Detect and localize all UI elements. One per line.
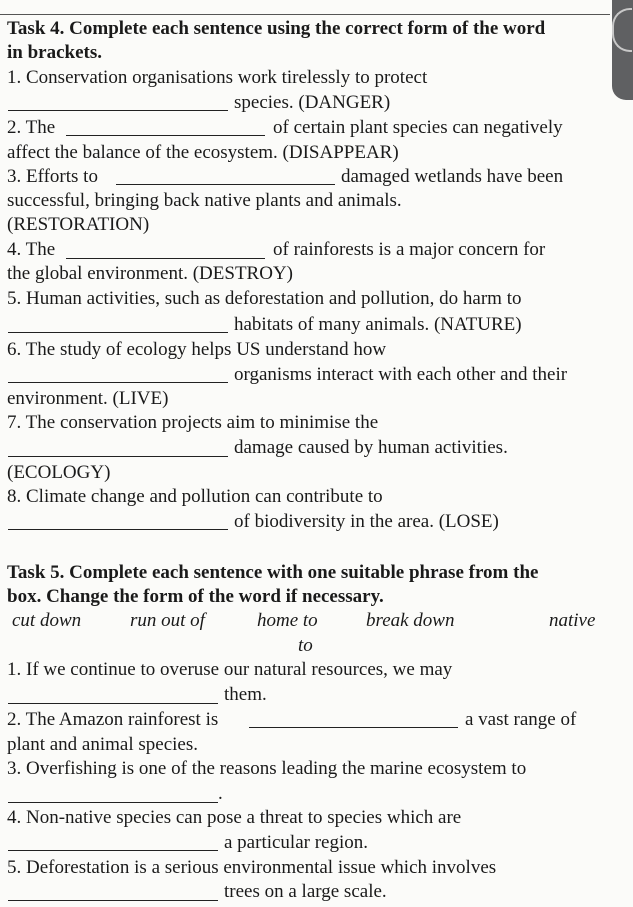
- t4-q2-text-end: affect the balance of the ecosystem. (DISAPPEAR): [7, 142, 399, 163]
- t5-q2-text-mid: a vast range of: [465, 709, 577, 730]
- t4-q5-blank[interactable]: [8, 332, 228, 333]
- t4-q7-text-mid: damage caused by human activities.: [234, 437, 508, 458]
- t4-q1-blank[interactable]: [8, 110, 228, 111]
- word-box-item-3: home to: [257, 610, 318, 631]
- t5-q4-text-end: a particular region.: [224, 832, 369, 853]
- t5-q4-text: 4. Non-native species can pose a threat to species which are: [7, 807, 462, 828]
- t4-q7-text: 7. The conservation projects aim to minimise the: [7, 412, 379, 433]
- top-rule: [0, 14, 610, 15]
- t4-q6-text-mid: organisms interact with each other and their: [234, 364, 568, 385]
- t4-q5-text: 5. Human activities, such as deforestation and pollution, do harm to: [7, 288, 522, 309]
- task4-title: Task 4. Complete each sentence using the correct form of the word: [7, 18, 546, 39]
- t5-q3-blank[interactable]: [8, 802, 218, 803]
- t4-q4-text: 4. The: [7, 239, 56, 260]
- t4-q3-blank[interactable]: [116, 184, 335, 185]
- t4-q1-text: 1. Conservation organisations work tirelessly to protect: [7, 67, 428, 88]
- t4-q4-blank[interactable]: [66, 258, 265, 259]
- t4-q5-text-end: habitats of many animals. (NATURE): [234, 314, 522, 335]
- t4-q4-text-end: the global environment. (DESTROY): [7, 263, 294, 284]
- t5-q5-text: 5. Deforestation is a serious environmental issue which involves: [7, 857, 497, 878]
- t5-q1-text: 1. If we continue to overuse our natural resources, we may: [7, 659, 453, 680]
- t5-q3-text: 3. Overfishing is one of the reasons leading the marine ecosystem to: [7, 758, 527, 779]
- word-box-item-4: break down: [366, 610, 455, 631]
- task5-title: Task 5. Complete each sentence with one suitable phrase from the: [7, 562, 539, 583]
- t4-q8-text: 8. Climate change and pollution can contribute to: [7, 486, 383, 507]
- t5-q3-text-end: .: [218, 783, 223, 804]
- t4-q8-blank[interactable]: [8, 529, 228, 530]
- word-box-item-5: native: [549, 610, 596, 631]
- t5-q4-blank[interactable]: [8, 850, 218, 851]
- t4-q3-text-cont: successful, bringing back native plants and animals.: [7, 190, 402, 211]
- t5-q2-text-end: plant and animal species.: [7, 734, 198, 755]
- t4-q6-blank[interactable]: [8, 382, 228, 383]
- t4-q6-text: 6. The study of ecology helps US understand how: [7, 339, 387, 360]
- t4-q6-text-end: environment. (LIVE): [7, 388, 169, 409]
- t5-q2-text: 2. The Amazon rainforest is: [7, 709, 219, 730]
- t4-q3-keyword: (RESTORATION): [7, 214, 150, 235]
- t4-q2-text-mid: of certain plant species can negatively: [273, 117, 563, 138]
- t4-q2-blank[interactable]: [66, 135, 265, 136]
- word-box-item-1: cut down: [12, 610, 82, 631]
- word-box-item-2: run out of: [130, 610, 205, 631]
- task5-title-cont: box. Change the form of the word if necessary.: [7, 586, 384, 607]
- t4-q3-text: 3. Efforts to: [7, 166, 98, 187]
- t4-q7-keyword: (ECOLOGY): [7, 462, 111, 483]
- t5-q5-blank[interactable]: [8, 900, 218, 901]
- t4-q3-text-mid: damaged wetlands have been: [341, 166, 564, 187]
- t4-q4-text-mid: of rainforests is a major concern for: [273, 239, 546, 260]
- t4-q8-text-end: of biodiversity in the area. (LOSE): [234, 511, 499, 532]
- t5-q1-blank[interactable]: [8, 703, 218, 704]
- t5-q2-blank[interactable]: [249, 727, 458, 728]
- t4-q2-text: 2. The: [7, 117, 56, 138]
- task4-title-cont: in brackets.: [7, 42, 102, 63]
- t4-q1-text-end: species. (DANGER): [234, 92, 391, 113]
- t4-q7-blank[interactable]: [8, 456, 228, 457]
- word-box-item-3-cont: to: [298, 635, 313, 656]
- t5-q1-text-end: them.: [224, 684, 267, 705]
- t5-q5-text-end: trees on a large scale.: [224, 881, 387, 902]
